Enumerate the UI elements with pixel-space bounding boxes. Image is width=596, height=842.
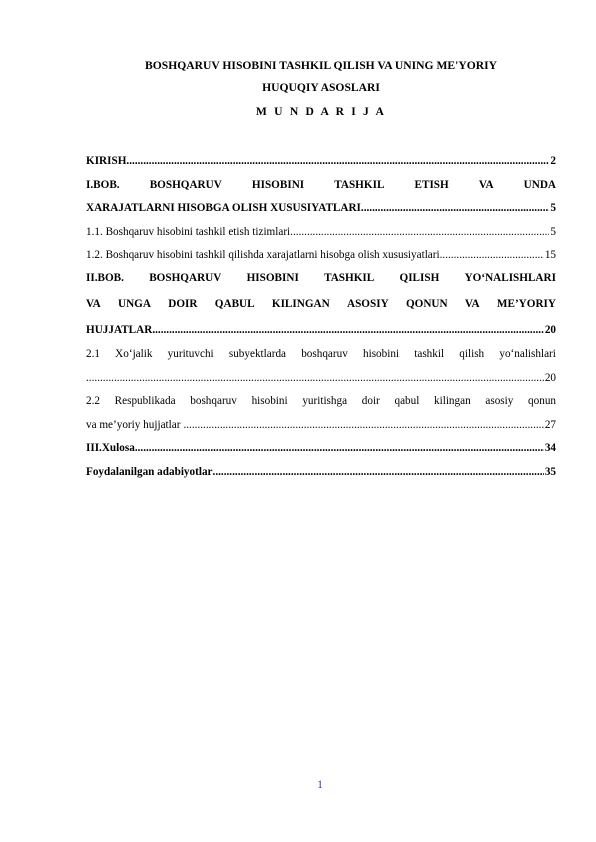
page-number: 1	[317, 779, 323, 791]
toc-entry-adabiyotlar[interactable]	[86, 465, 556, 480]
toc-word: boshqaruv	[301, 348, 348, 360]
toc-leader-dots	[361, 201, 550, 216]
toc-word: qabul	[394, 395, 420, 407]
toc-word: QONUN	[405, 298, 448, 310]
toc-entry-label: III.Xulosa	[86, 442, 135, 454]
toc-word: UNGA	[118, 298, 151, 310]
toc-entry-2-2-line1[interactable]	[86, 394, 556, 409]
toc-word: 2.2	[86, 395, 100, 407]
toc-leader-dots	[152, 323, 544, 338]
toc-word: BOSHQARUV	[149, 179, 222, 191]
toc-word: ME’YORIY	[496, 298, 556, 310]
toc-word: ASOSIY	[346, 298, 389, 310]
toc-page-number: 2	[550, 155, 556, 167]
toc-word: II.BOB.	[86, 272, 124, 284]
toc-entry-label: KIRISH	[86, 155, 127, 167]
toc-entry-bob2-line3[interactable]	[86, 323, 556, 338]
toc-word: QABUL	[214, 298, 255, 310]
toc-leader-dots	[440, 248, 544, 263]
toc-page-number: 15	[544, 249, 556, 261]
toc-entry-bob1-line1[interactable]	[86, 178, 556, 193]
toc-word: yurituvchi	[167, 348, 214, 360]
toc-entry-xulosa[interactable]	[86, 441, 556, 456]
toc-page-number: 20	[544, 324, 556, 336]
toc-entry-label: Foydalanilgan adabiyotlar	[86, 466, 213, 478]
toc-word: doir	[361, 395, 380, 407]
toc-word: VA	[464, 298, 480, 310]
toc-word: KILINGAN	[271, 298, 330, 310]
toc-word: asosiy	[485, 395, 514, 407]
toc-word: 2.1	[86, 348, 100, 360]
toc-word: TASHKIL	[334, 179, 385, 191]
toc-word: Xo‘jalik	[115, 348, 153, 360]
toc-entry-label: HUJJATLAR	[86, 324, 153, 336]
toc-word: yuritishga	[302, 395, 348, 407]
toc-entry-label: va me’yoriy hujjatlar	[86, 419, 181, 431]
toc-word: qonun	[528, 395, 556, 407]
toc-leader-dots	[86, 371, 544, 386]
toc-word: subyektlarda	[228, 348, 287, 360]
toc-word: yo‘nalishlari	[499, 348, 556, 360]
toc-word: BOSHQARUV	[149, 272, 222, 284]
toc-word: YO‘NALISHLARI	[464, 272, 556, 284]
toc-page-number: 5	[550, 226, 556, 238]
toc-page-number: 20	[544, 372, 556, 384]
toc-page-number: 5	[550, 202, 556, 214]
toc-entry-kirish[interactable]	[86, 154, 556, 169]
toc-word: HISOBINI	[251, 179, 305, 191]
toc-word: HISOBINI	[246, 272, 299, 284]
toc-leader-dots	[135, 441, 544, 456]
toc-entry-bob2-line1[interactable]	[86, 271, 556, 286]
toc-word: ETISH	[414, 179, 449, 191]
toc-word: boshqaruv	[190, 395, 237, 407]
toc-entry-2-1-line2[interactable]	[86, 371, 556, 386]
toc-word: UNDA	[523, 179, 556, 191]
toc-leader-dots	[213, 465, 544, 480]
toc-entry-2-2-line2[interactable]	[86, 418, 556, 433]
toc-word: QILISH	[399, 272, 440, 284]
toc-entry-bob1-line2[interactable]	[86, 201, 556, 216]
toc-word: qilish	[459, 348, 485, 360]
toc-word: hisobini	[363, 348, 400, 360]
toc-entry-1-2[interactable]	[86, 248, 556, 263]
toc-word: VA	[86, 298, 101, 310]
toc-leader-dots	[180, 418, 543, 433]
toc-leader-dots	[290, 225, 549, 240]
toc-entry-2-1-line1[interactable]	[86, 347, 556, 362]
toc-word: I.BOB.	[86, 179, 120, 191]
table-of-contents-heading: M U N D A R I J A	[255, 105, 387, 118]
toc-entry-bob2-line2[interactable]	[86, 297, 556, 312]
toc-entry-label: XARAJATLARNI HISOBGA OLISH XUSUSIYATLARI	[86, 202, 361, 214]
toc-word: TASHKIL	[324, 272, 375, 284]
document-title-line-2: HUQUQIY ASOSLARI	[262, 81, 380, 94]
toc-word: DOIR	[168, 298, 198, 310]
toc-entry-label: 1.1. Boshqaruv hisobini tashkil etish tizimlari	[86, 226, 291, 238]
toc-leader-dots	[126, 154, 549, 169]
toc-entry-label: 1.2. Boshqaruv hisobini tashkil qilishda xarajatlarni hisobga olish xususiyatlari	[86, 249, 440, 261]
toc-entry-1-1[interactable]	[86, 225, 556, 240]
toc-word: Respublikada	[114, 395, 176, 407]
toc-page-number: 27	[544, 419, 556, 431]
toc-word: tashkil	[414, 348, 445, 360]
document-title-line-1: BOSHQARUV HISOBINI TASHKIL QILISH VA UNING ME'YORIY	[145, 59, 497, 72]
toc-word: kilingan	[434, 395, 471, 407]
toc-word: VA	[478, 179, 494, 191]
toc-page-number: 35	[544, 466, 556, 478]
toc-page-number: 34	[544, 442, 556, 454]
toc-word: hisobini	[251, 395, 288, 407]
